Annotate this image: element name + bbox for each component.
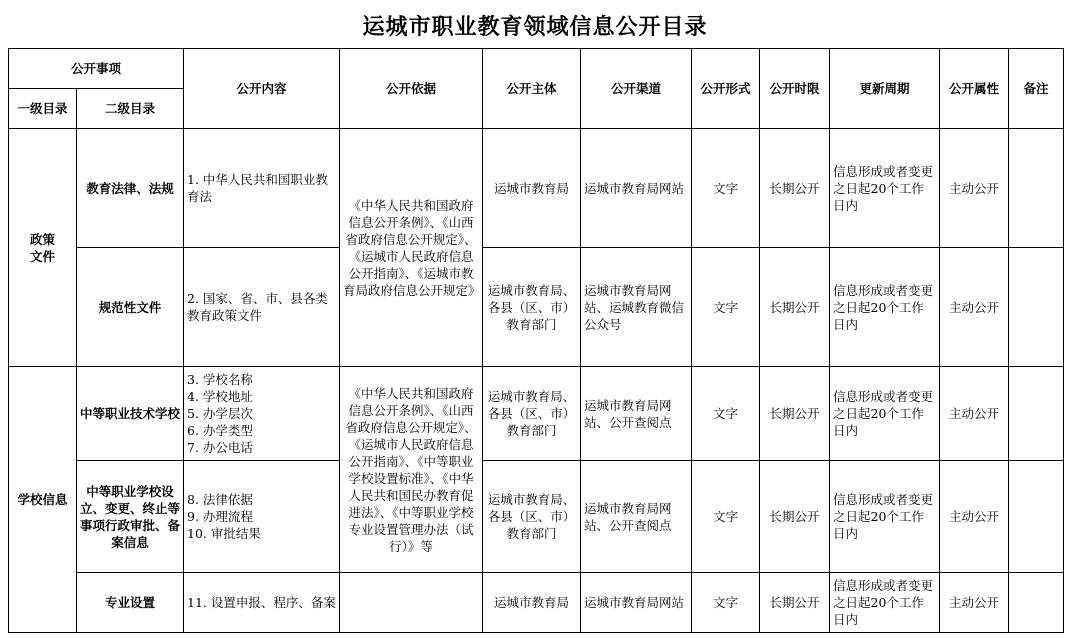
remark-cell — [1009, 129, 1064, 248]
table-row — [9, 367, 1064, 461]
basis-cell: 《中华人民共和国政府信息公开条例》、《山西省政府信息公开规定》、《运城市人民政府信息公开指南》、《运城市教育局政府信息公开规定》 — [340, 129, 483, 367]
content-item: 4. 学校地址 — [187, 389, 253, 404]
form-cell: 文字 — [692, 248, 760, 367]
subcategory-cell: 教育法律、法规 — [77, 129, 184, 248]
content-item: 9. 办理流程 — [187, 509, 253, 524]
content-item: 11. 设置申报、程序、备案 — [187, 595, 336, 610]
table-row — [9, 248, 1064, 367]
subcategory-cell: 规范性文件 — [77, 248, 184, 367]
header-subject: 公开主体 — [483, 49, 581, 129]
form-cell: 文字 — [692, 573, 760, 633]
page-title: 运城市职业教育领域信息公开目录 — [362, 15, 708, 40]
header-level2: 二级目录 — [77, 89, 184, 129]
content-item: 10. 审批结果 — [187, 526, 261, 541]
category-label: 学校信息 — [17, 492, 68, 507]
timelimit-cell: 长期公开 — [760, 248, 830, 367]
remark-cell — [1009, 367, 1064, 461]
header-remark: 备注 — [1009, 49, 1064, 129]
content-item: 1. 中华人民共和国职业教育法 — [187, 172, 328, 204]
form-cell: 文字 — [692, 367, 760, 461]
header-cycle: 更新周期 — [830, 49, 940, 129]
remark-cell — [1009, 248, 1064, 367]
table-row — [9, 129, 1064, 248]
content-cell — [184, 573, 340, 633]
attribute-cell: 主动公开 — [940, 248, 1009, 367]
channel-cell: 运城市教育局网站、公开查阅点 — [581, 367, 692, 461]
header-level1: 一级目录 — [9, 89, 77, 129]
form-cell: 文字 — [692, 461, 760, 573]
attribute-cell: 主动公开 — [940, 129, 1009, 248]
category-label: 政策 文件 — [29, 231, 55, 264]
channel-cell: 运城市教育局网站 — [581, 129, 692, 248]
form-cell: 文字 — [692, 129, 760, 248]
subject-cell: 运城市教育局 — [483, 573, 581, 633]
content-item: 7. 办公电话 — [187, 440, 253, 455]
remark-cell — [1009, 461, 1064, 573]
remark-cell — [1009, 573, 1064, 633]
timelimit-cell: 长期公开 — [760, 129, 830, 248]
header-content: 公开内容 — [184, 49, 340, 129]
content-item: 2. 国家、省、市、县各类教育政策文件 — [187, 291, 328, 323]
header-channel: 公开渠道 — [581, 49, 692, 129]
header-timelimit: 公开时限 — [760, 49, 830, 129]
subject-cell: 运城市教育局 — [483, 129, 581, 248]
subcategory-cell: 专业设置 — [77, 573, 184, 633]
timelimit-cell: 长期公开 — [760, 573, 830, 633]
subject-cell: 运城市教育局、各县（区、市）教育部门 — [483, 367, 581, 461]
category-school-info — [9, 367, 77, 633]
content-cell — [184, 248, 340, 367]
table-row — [9, 461, 1064, 573]
content-item: 3. 学校名称 — [187, 372, 253, 387]
content-item: 6. 办学类型 — [187, 423, 253, 438]
cycle-cell: 信息形成或者变更之日起20个工作日内 — [830, 461, 940, 573]
header-basis: 公开依据 — [340, 49, 483, 129]
header-form: 公开形式 — [692, 49, 760, 129]
header-attribute: 公开属性 — [940, 49, 1009, 129]
subject-cell: 运城市教育局、各县（区、市）教育部门 — [483, 248, 581, 367]
content-cell — [184, 367, 340, 461]
cycle-cell: 信息形成或者变更之日起20个工作日内 — [830, 573, 940, 633]
attribute-cell: 主动公开 — [940, 573, 1009, 633]
channel-cell: 运城市教育局网站、运城教育微信公众号 — [581, 248, 692, 367]
subcategory-cell: 中等职业学校设立、变更、终止等事项行政审批、备案信息 — [77, 461, 184, 573]
channel-cell: 运城市教育局网站 — [581, 573, 692, 633]
subcategory-cell: 中等职业技术学校 — [77, 367, 184, 461]
subject-cell: 运城市教育局、各县（区、市）教育部门 — [483, 461, 581, 573]
table-row — [9, 573, 1064, 633]
header-row-1 — [9, 49, 1064, 89]
cycle-cell: 信息形成或者变更之日起20个工作日内 — [830, 248, 940, 367]
header-group: 公开事项 — [9, 49, 184, 89]
content-cell — [184, 129, 340, 248]
timelimit-cell: 长期公开 — [760, 461, 830, 573]
channel-cell: 运城市教育局网站、公开查阅点 — [581, 461, 692, 573]
category-policy-documents — [9, 129, 77, 367]
attribute-cell: 主动公开 — [940, 367, 1009, 461]
content-item: 5. 办学层次 — [187, 406, 253, 421]
content-cell — [184, 461, 340, 573]
attribute-cell: 主动公开 — [940, 461, 1009, 573]
timelimit-cell: 长期公开 — [760, 367, 830, 461]
cycle-cell: 信息形成或者变更之日起20个工作日内 — [830, 367, 940, 461]
disclosure-directory-table — [8, 48, 1064, 633]
basis-cell-empty — [340, 573, 483, 633]
content-item: 8. 法律依据 — [187, 492, 253, 507]
cycle-cell: 信息形成或者变更之日起20个工作日内 — [830, 129, 940, 248]
basis-cell: 《中华人民共和国政府信息公开条例》、《山西省政府信息公开规定》、《运城市人民政府信息公开指南》、《中等职业学校设置标准》、《中华人民共和国民办教育促进法》、《中等职业学校专业设置管理办法（试行）》等 — [340, 367, 483, 573]
